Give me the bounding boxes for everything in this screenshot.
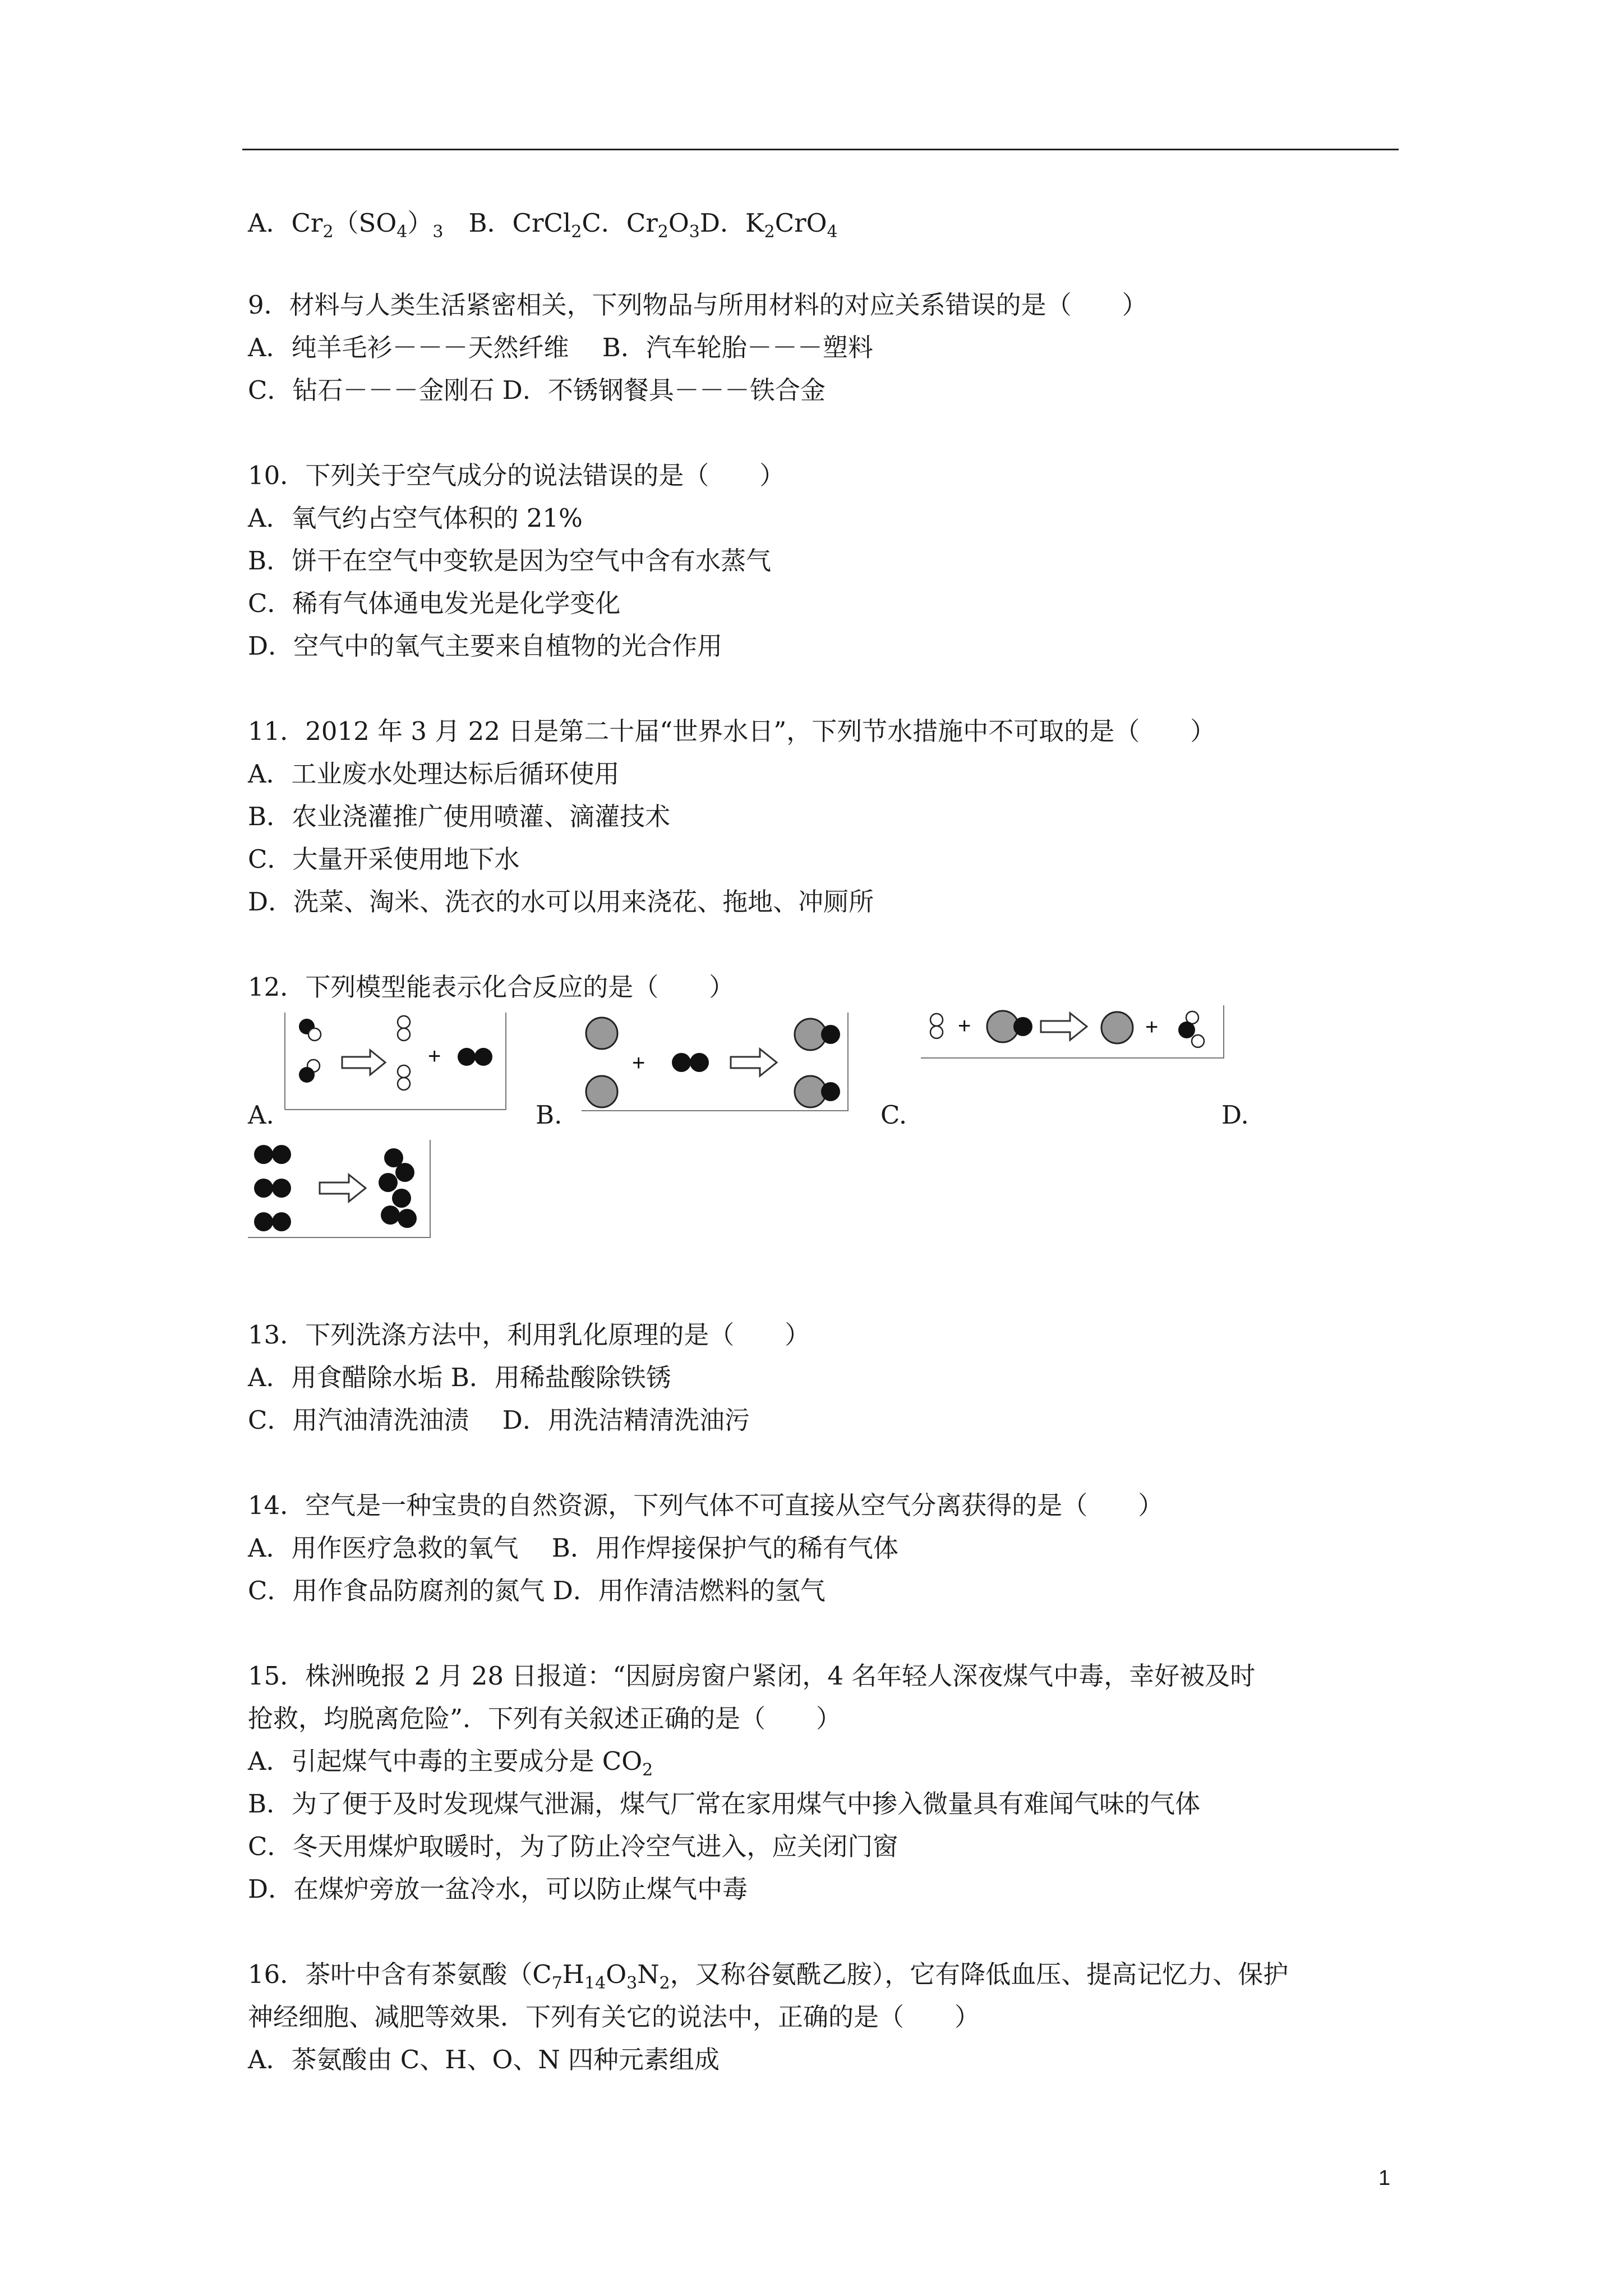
model-c-diagram [920,1004,1225,1060]
q8-options: A．$Cr_2(SO_4)_3$ B．CrCl$_2$C．$Cr_2O_3D$．$K_2CrO_4$ [248,208,838,242]
q12-option-a-label: A. [248,1100,274,1130]
q13-stem: 13．下列洗涤方法中，利用乳化原理的是（ ） [248,1320,810,1350]
q9-stem: 9．材料与人类生活紧密相关，下列物品与所用材料的对应关系错误的是（ ） [248,290,1147,320]
q12-stem: 12．下列模型能表示化合反应的是（ ） [248,972,735,1002]
q11-option-c: C．大量开采使用地下水 [248,844,520,874]
q11-option-a: A．工业废水处理达标后循环使用 [248,759,620,789]
q11-stem: 11．2012 年 3 月 22 日是第二十届“世界水日”，下列节水措施中不可取的是（ ） [248,716,1216,746]
q10-option-d: D．空气中的氧气主要来自植物的光合作用 [248,631,723,661]
q15-stem-line1: 15．株洲晚报 2 月 28 日报道：“因厨房窗户紧闭，4 名年轻人深夜煤气中毒，幸好被及时 [248,1661,1256,1691]
q15-option-a: A．引起煤气中毒的主要成分是 $CO_2$ [248,1746,653,1780]
header-rule [242,149,1399,150]
plus-sign: + [1145,1015,1159,1039]
q13-options-line1: A．用食醋除水垢 B．用稀盐酸除铁锈 [248,1363,671,1392]
plus-sign: + [428,1044,441,1069]
plus-sign: + [958,1014,971,1038]
q12-option-b-label: B. [536,1100,562,1130]
q15-option-b: B．为了便于及时发现煤气泄漏，煤气厂常在家用煤气中掺入微量具有难闻气味的气体 [248,1789,1201,1819]
q10-stem: 10．下列关于空气成分的说法错误的是（ ） [248,461,785,490]
q13-options-line2: C．用汽油清洗油渍 D．用洗洁精清洗油污 [248,1405,750,1435]
q15-option-c: C．冬天用煤炉取暖时，为了防止冷空气进入，应关闭门窗 [248,1832,898,1861]
q16-option-a: A．茶氨酸由 C、H、O、N 四种元素组成 [248,2045,720,2074]
q14-stem: 14．空气是一种宝贵的自然资源，下列气体不可直接从空气分离获得的是（ ） [248,1490,1164,1520]
model-a-diagram [283,1010,508,1111]
q16-stem-line2: 神经细胞、减肥等效果．下列有关它的说法中，正确的是（ ） [248,2002,980,2032]
q15-stem-line2: 抢救，均脱离危险”．下列有关叙述正确的是（ ） [248,1704,842,1733]
model-b-diagram [580,1010,850,1116]
q9-options-line2: C．钻石－－－金刚石 D．不锈钢餐具－－－铁合金 [248,375,826,405]
q11-option-d: D．洗菜、淘米、洗衣的水可以用来浇花、拖地、冲厕所 [248,887,874,917]
model-d-diagram [247,1139,432,1240]
q11-option-b: B．农业浇灌推广使用喷灌、滴灌技术 [248,802,671,831]
q9-options-line1: A．纯羊毛衫－－－天然纤维 B．汽车轮胎－－－塑料 [248,333,873,362]
q12-option-d-label: D. [1221,1100,1249,1130]
q14-options-line2: C．用作食品防腐剂的氮气 D．用作清洁燃料的氢气 [248,1576,826,1605]
q15-option-d: D．在煤炉旁放一盆冷水，可以防止煤气中毒 [248,1874,748,1904]
plus-sign: + [632,1051,645,1075]
page-number: 1 [1378,2166,1391,2190]
q14-options-line1: A．用作医疗急救的氧气 B．用作焊接保护气的稀有气体 [248,1533,898,1563]
q10-option-c: C．稀有气体通电发光是化学变化 [248,588,621,618]
q10-option-b: B．饼干在空气中变软是因为空气中含有水蒸气 [248,546,772,576]
q10-option-a: A．氧气约占空气体积的 21% [248,503,583,533]
q16-stem-line1: 16．茶叶中含有茶氨酸（$C_7H_{14}O_3N_2$，又称谷氨酰乙胺），它有降低血压、提高记忆力、保护 [248,1959,1289,1993]
q12-option-c-label: C. [880,1100,907,1130]
